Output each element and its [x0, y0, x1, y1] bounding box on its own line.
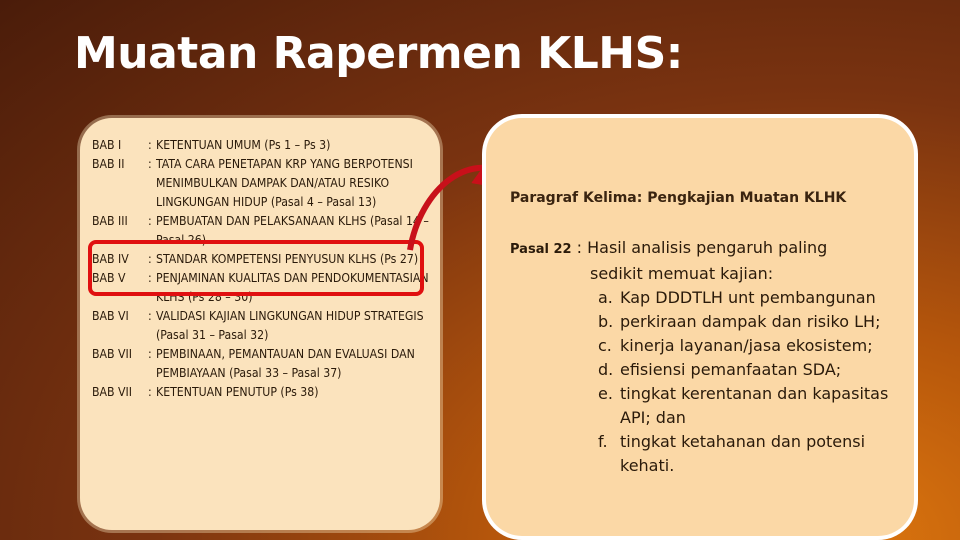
- kajian-item: [510, 286, 902, 310]
- bab-description: KETENTUAN PENUTUP (Ps 38): [156, 385, 319, 399]
- bab-label: BAB I: [92, 138, 122, 152]
- bab-description: STANDAR KOMPETENSI PENYUSUN KLHS (Ps 27): [156, 252, 419, 266]
- kajian-text: tingkat kerentanan dan kapasitas API; dan: [620, 384, 889, 427]
- kajian-list: [510, 286, 902, 478]
- bab-separator: :: [148, 138, 152, 152]
- kajian-text: Kap DDDTLH unt pembangunan: [620, 288, 876, 307]
- bab-label: BAB VII: [92, 385, 132, 399]
- bab-iii-highlight-box: [88, 240, 424, 296]
- kajian-letter: b.: [598, 312, 614, 331]
- bab-description: PEMBUATAN DAN PELAKSANAAN KLHS (Pasal 14 – Pasal 26): [156, 214, 429, 247]
- bab-description: KETENTUAN UMUM (Ps 1 – Ps 3): [156, 138, 331, 152]
- kajian-item: [510, 310, 902, 334]
- kajian-letter: a.: [598, 288, 613, 307]
- kajian-item: [510, 382, 902, 430]
- kajian-item: [510, 430, 902, 478]
- bab-row: [92, 155, 434, 212]
- pasal-label: Pasal 22: [510, 242, 572, 257]
- kajian-letter: f.: [598, 432, 608, 451]
- bab-row: [92, 383, 434, 402]
- bab-label: BAB V: [92, 271, 126, 285]
- bab-separator: :: [148, 385, 152, 399]
- bab-label: BAB VI: [92, 309, 129, 323]
- bab-separator: :: [148, 309, 152, 323]
- bab-label: BAB VII: [92, 347, 132, 361]
- kajian-text: perkiraan dampak dan risiko LH;: [620, 312, 881, 331]
- kajian-text: efisiensi pemanfaatan SDA;: [620, 360, 842, 379]
- bab-row: [92, 345, 434, 383]
- page-title: Muatan Rapermen KLHS:: [74, 28, 683, 79]
- bab-separator: :: [148, 347, 152, 361]
- bab-label: BAB II: [92, 157, 125, 171]
- kajian-letter: c.: [598, 336, 612, 355]
- pasal-block: [510, 236, 902, 478]
- pasal-intro: : Hasil analisis pengaruh paling: [576, 238, 828, 257]
- kajian-item: [510, 334, 902, 358]
- kajian-letter: e.: [598, 384, 613, 403]
- kajian-letter: d.: [598, 360, 614, 379]
- bab-list-panel: [80, 118, 440, 530]
- bab-description: TATA CARA PENETAPAN KRP YANG BERPOTENSI MENIMBULKAN DAMPAK DAN/ATAU RESIKO LINGKUNGAN HIDUP (Pasal 4 – Pasal 13): [156, 157, 413, 209]
- paragraf-heading: Paragraf Kelima: Pengkajian Muatan KLHK: [510, 190, 847, 206]
- pasal-intro-cont: sedikit memuat kajian:: [590, 264, 774, 283]
- bab-separator: :: [148, 214, 152, 228]
- bab-separator: :: [148, 271, 152, 285]
- bab-separator: :: [148, 252, 152, 266]
- bab-description: PENJAMINAN KUALITAS DAN PENDOKUMENTASIAN KLHS (Ps 28 – 30): [156, 271, 429, 304]
- bab-label: BAB IV: [92, 252, 129, 266]
- bab-row: [92, 136, 434, 155]
- bab-description: VALIDASI KAJIAN LINGKUNGAN HIDUP STRATEGIS (Pasal 31 – Pasal 32): [156, 309, 424, 342]
- bab-description: PEMBINAAN, PEMANTAUAN DAN EVALUASI DAN PEMBIAYAAN (Pasal 33 – Pasal 37): [156, 347, 415, 380]
- kajian-text: tingkat ketahanan dan potensi kehati.: [620, 432, 866, 475]
- kajian-text: kinerja layanan/jasa ekosistem;: [620, 336, 873, 355]
- pasal-panel: [486, 118, 914, 536]
- bab-row: [92, 307, 434, 345]
- kajian-item: [510, 358, 902, 382]
- bab-label: BAB III: [92, 214, 128, 228]
- bab-separator: :: [148, 157, 152, 171]
